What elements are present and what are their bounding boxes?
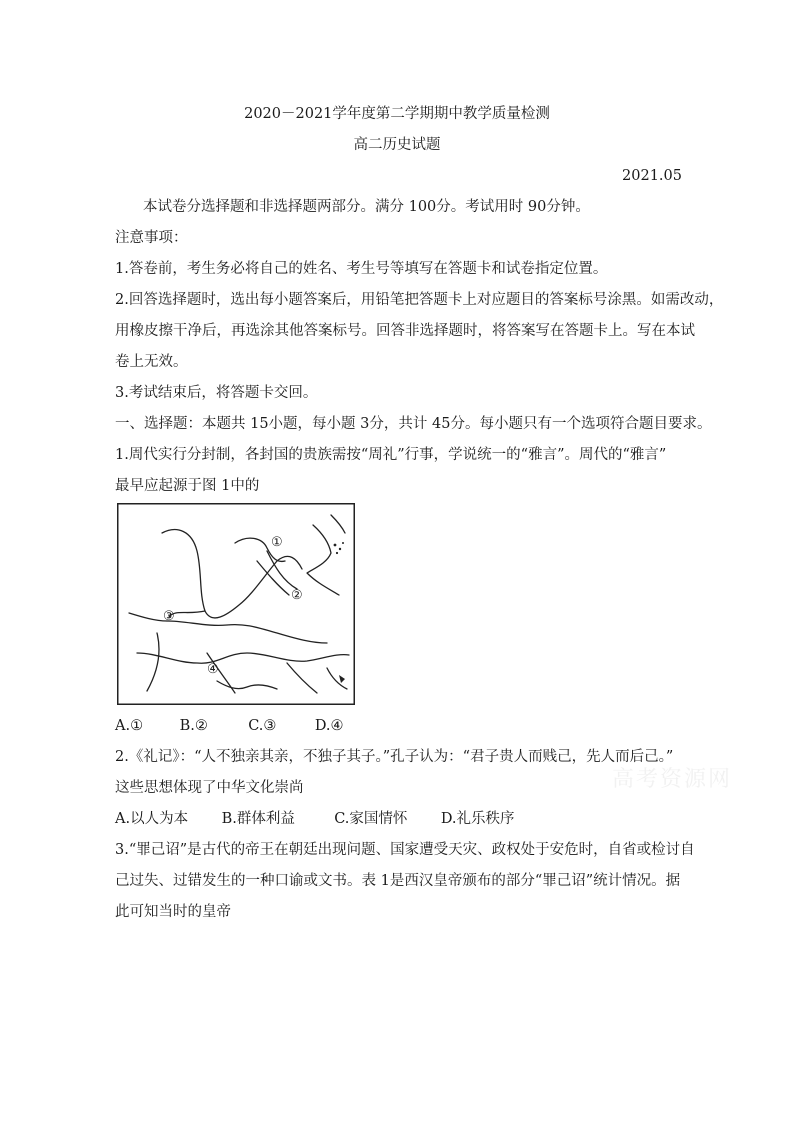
map-frame [118, 504, 355, 705]
question-2-line-2: 这些思想体现了中华文化崇尚 [115, 780, 304, 796]
option-d[interactable]: D.④ [314, 718, 344, 734]
option-c[interactable]: C.家国情怀 [334, 811, 408, 827]
exam-title: 2020－2021学年度第二学期期中教学质量检测 [244, 106, 550, 122]
question-3-line-2: 己过失、过错发生的一种口谕或文书。表 1是西汉皇帝颁布的部分“罪己诏”统计情况。据 [115, 873, 681, 889]
intro-text: 本试卷分选择题和非选择题两部分。满分 100分。考试用时 90分钟。 [143, 199, 590, 215]
river-map-figure [117, 503, 355, 705]
notice-heading: 注意事项： [115, 230, 188, 246]
question-1-line-2: 最早应起源于图 1中的 [115, 478, 260, 494]
question-3-line-1: 3.“罪己诏”是古代的帝王在朝廷出现问题、国家遭受天灾、政权处于安危时，自省或检讨自 [115, 842, 695, 858]
question-3-line-3: 此可知当时的皇帝 [115, 904, 231, 920]
watermark: 高考资源网 [612, 767, 733, 792]
option-c[interactable]: C.③ [248, 718, 277, 734]
question-1-line-1: 1.周代实行分封制，各封国的贵族需按“周礼”行事，学说统一的“雅言”。周代的“雅言” [115, 447, 667, 463]
notice-item-3: 3.考试结束后，将答题卡交回。 [115, 385, 318, 401]
exam-subtitle: 高二历史试题 [353, 137, 441, 153]
question-2-options [115, 809, 515, 829]
map-marker-4: ④ [207, 662, 219, 677]
map-marker-1: ① [271, 535, 283, 550]
question-2-line-1: 2.《礼记》：“人不独亲其亲，不独子其子。”孔子认为：“君子贵人而贱己，先人而后己。” [115, 749, 674, 765]
notice-item-2-line-2: 用橡皮擦干净后，再选涂其他答案标号。回答非选择题时，将答案写在答题卡上。写在本试 [115, 323, 695, 339]
map-marker-2: ② [291, 588, 303, 603]
option-b[interactable]: B.② [179, 718, 208, 734]
option-d[interactable]: D.礼乐秩序 [440, 811, 515, 827]
option-a[interactable]: A.① [115, 718, 144, 734]
notice-item-2-line-1: 2.回答选择题时，选出每小题答案后，用铅笔把答题卡上对应题目的答案标号涂黑。如需改动， [115, 292, 724, 308]
notice-item-2-line-3: 卷上无效。 [115, 354, 188, 370]
question-1-options [115, 716, 344, 736]
section-heading: 一、选择题：本题共 15小题，每小题 3分，共计 45分。每小题只有一个选项符合题目要求。 [115, 416, 712, 432]
option-a[interactable]: A.以人为本 [115, 811, 189, 827]
notice-item-1: 1.答卷前，考生务必将自己的姓名、考生号等填写在答题卡和试卷指定位置。 [115, 261, 608, 277]
map-marker-3: ③ [163, 609, 175, 624]
option-b[interactable]: B.群体利益 [221, 811, 295, 827]
exam-date: 2021.05 [622, 168, 682, 184]
